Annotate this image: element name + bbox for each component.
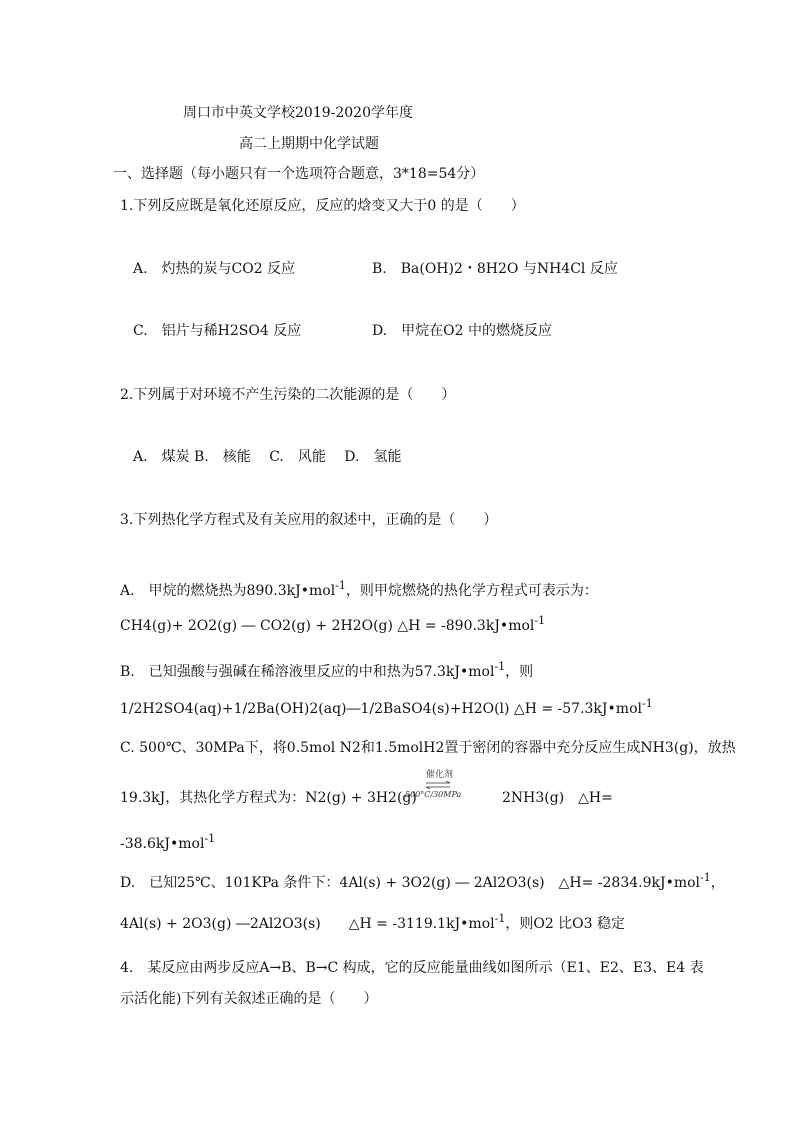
question-2-options: A. 煤炭 B. 核能 C. 风能 D. 氢能 bbox=[133, 449, 402, 465]
question-2-stem: 2.下列属于对环境不产生污染的二次能源的是（ ） bbox=[120, 387, 456, 403]
question-3-stem: 3.下列热化学方程式及有关应用的叙述中，正确的是（ ） bbox=[120, 512, 498, 528]
question-1-option-a: A. 灼热的炭与CO2 反应 bbox=[133, 261, 296, 277]
question-4-stem-line2: 示活化能)下列有关叙述正确的是（ ） bbox=[120, 991, 378, 1007]
question-3-option-a-equation: CH4(g)+ 2O2(g) ― CO2(g) + 2H2O(g) △H = -890.3kJ•mol$^{-1}$ bbox=[120, 614, 546, 634]
reversible-arrow-icon bbox=[425, 781, 451, 789]
question-3-option-b-line1: B. 已知强酸与强碱在稀溶液里反应的中和热为57.3kJ•mol$^{-1}$，则 bbox=[120, 660, 534, 680]
question-3-option-d-line2: 4Al(s) + 2O3(g) ―2Al2O3(s) △H = -3119.1kJ•mol$^{-1}$，则O2 比O3 稳定 bbox=[120, 912, 626, 932]
question-3-option-d-line1: D. 已知25℃、101KPa 条件下：4Al(s) + 3O2(g) ― 2Al2O3(s) △H= -2834.9kJ•mol$^{-1}$， bbox=[120, 871, 725, 891]
reaction-condition: 500°C/30MPa bbox=[405, 790, 462, 799]
question-4-stem-line1: 4. 某反应由两步反应A→B、B→C 构成，它的反应能量曲线如图所示（E1、E2、E3、E4 表 bbox=[120, 960, 704, 976]
question-1-stem: 1.下列反应既是氧化还原反应，反应的焓变又大于0 的是（ ） bbox=[120, 198, 525, 214]
question-3-option-c-equation-left: 19.3kJ，其热化学方程式为：N2(g) + 3H2(g) bbox=[120, 790, 417, 806]
section-heading: 一、选择题（每小题只有一个选项符合题意，3*18=54分） bbox=[113, 166, 485, 182]
catalyst-label: 催化剂 bbox=[426, 770, 454, 780]
question-3-option-c-line1: C. 500℃、30MPa下，将0.5mol N2和1.5molH2置于密闭的容器中充分反应生成NH3(g)，放热 bbox=[120, 740, 736, 756]
exam-title: 高二上期期中化学试题 bbox=[239, 136, 379, 152]
question-1-option-c: C. 铝片与稀H2SO4 反应 bbox=[133, 323, 302, 339]
question-1-option-b: B. Ba(OH)2・8H2O 与NH4Cl 反应 bbox=[372, 261, 618, 277]
question-3-option-c-equation-right: 2NH3(g) △H= bbox=[502, 790, 613, 806]
question-3-option-b-equation: 1/2H2SO4(aq)+1/2Ba(OH)2(aq)―1/2BaSO4(s)+H2O(l) △H = -57.3kJ•mol$^{-1}$ bbox=[120, 697, 653, 717]
question-3-option-a-line1: A. 甲烷的燃烧热为890.3kJ•mol$^{-1}$，则甲烷燃烧的热化学方程式可表示为： bbox=[120, 579, 598, 599]
question-3-option-c-line3: -38.6kJ•mol$^{-1}$ bbox=[120, 832, 216, 852]
school-title: 周口市中英文学校2019-2020学年度 bbox=[183, 105, 413, 121]
question-1-option-d: D. 甲烷在O2 中的燃烧反应 bbox=[372, 323, 553, 339]
